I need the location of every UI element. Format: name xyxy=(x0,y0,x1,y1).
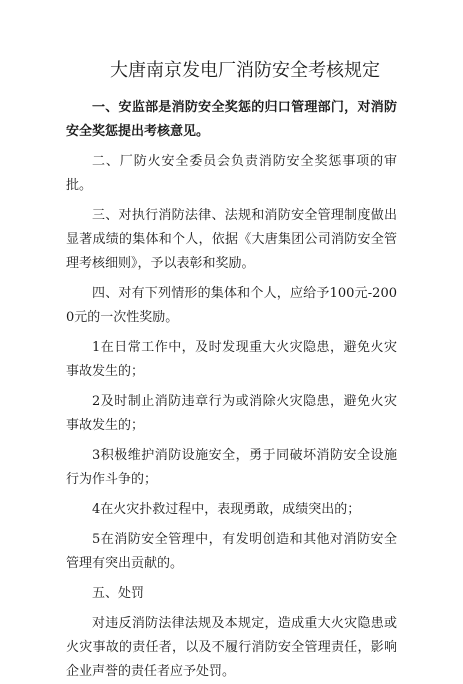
paragraph-2-approval: 二、厂防火安全委员会负责消防安全奖惩事项的审批。 xyxy=(66,154,397,193)
paragraph-5-penalty-heading: 五、处罚 xyxy=(92,586,145,601)
list-item-3: 3积极维护消防设施安全，勇于同破坏消防安全设施行为作斗争的； xyxy=(66,448,397,487)
list-item-1: 1在日常工作中，及时发现重大火灾隐患，避免火灾事故发生的； xyxy=(66,340,397,379)
paragraph-1-authority: 一、安监部是消防安全奖惩的归口管理部门，对消防安全奖惩提出考核意见。 xyxy=(66,100,397,139)
document-title: 大唐南京发电厂消防安全考核规定 xyxy=(110,60,380,81)
list-item-4: 4在火灾扑救过程中，表现勇敢，成绩突出的； xyxy=(92,502,361,517)
list-item-2: 2及时制止消防违章行为或消除火灾隐患，避免火灾事故发生的； xyxy=(66,394,397,433)
paragraph-penalty-body: 对违反消防法律法规及本规定，造成重大火灾隐患或火灾事故的责任者，以及不履行消防安全管理责任，影响企业声誉的责任者应予处罚。 xyxy=(66,616,397,679)
paragraph-4-reward: 四、对有下列情形的集体和个人，应给予100元-2000元的一次性奖励。 xyxy=(66,286,397,325)
paragraph-3-commendation: 三、对执行消防法律、法规和消防安全管理制度做出显著成绩的集体和个人，依据《大唐集团公司消防安全管理考核细则》，予以表彰和奖励。 xyxy=(66,208,397,271)
list-item-5: 5在消防安全管理中，有发明创造和其他对消防安全管理有突出贡献的。 xyxy=(66,532,397,571)
